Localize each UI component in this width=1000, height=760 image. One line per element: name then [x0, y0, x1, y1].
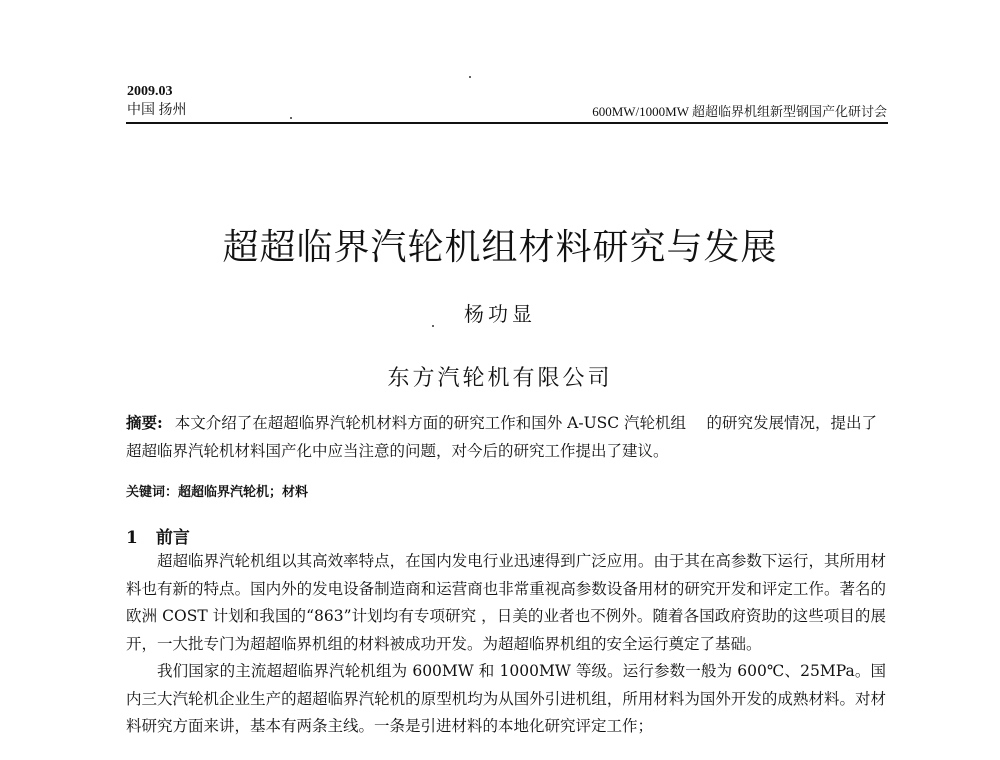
- author-name: 杨功显: [464, 302, 536, 326]
- body-text: [126, 548, 886, 741]
- paragraph: 我们国家的主流超超临界汽轮机组为 600MW 和 1000MW 等级。运行参数一般为 600℃、25MPa。国内三大汽轮机企业生产的超超临界汽轮机的原型机均为从国外引进机组，所用材料为国外开发的成熟材料。对材料研究方面来讲，基本有两条主线。一条是引进材料的本地化研究评定工作；: [126, 662, 886, 735]
- scan-speck: [469, 76, 471, 78]
- section-title: 前言: [155, 528, 190, 548]
- keywords: 关键词：超超临界汽轮机；材料: [126, 485, 309, 500]
- scan-speck: [290, 117, 292, 119]
- running-header-left: [127, 82, 187, 120]
- header-location: 中国 扬州: [127, 103, 187, 118]
- header-rule: [126, 122, 888, 124]
- author-affiliation: 东方汽轮机有限公司: [387, 366, 613, 391]
- section-number: 1: [126, 528, 138, 548]
- paragraph: 超超临界汽轮机组以其高效率特点，在国内发电行业迅速得到广泛应用。由于其在高参数下运行，其所用材料也有新的特点。国内外的发电设备制造商和运营商也非常重视高参数设备用材的研究开发和评定工作。著名的欧洲 COST 计划和我国的“863”计划均有专项研究 ，日美的业者也不例外。随着各国政府资助的这些项目的展开，一大批专门为超超临界机组的材料被成功开发。为超超临界机组的安全运行奠定了基础。: [126, 552, 886, 653]
- paper-title: 超超临界汽轮机组材料研究与发展: [222, 227, 778, 268]
- header-date: 2009.03: [127, 84, 173, 99]
- section-heading: [126, 523, 190, 548]
- abstract-text: 本文介绍了在超超临界汽轮机材料方面的研究工作和国外 A-USC 汽轮机组 的研究发展情况，提出了超超临界汽轮机材料国产化中应当注意的问题，对今后的研究工作提出了建议。: [126, 414, 877, 460]
- abstract: [126, 409, 886, 465]
- abstract-label: 摘要:: [126, 413, 163, 432]
- header-conference: 600MW/1000MW 超超临界机组新型钢国产化研讨会: [592, 104, 887, 119]
